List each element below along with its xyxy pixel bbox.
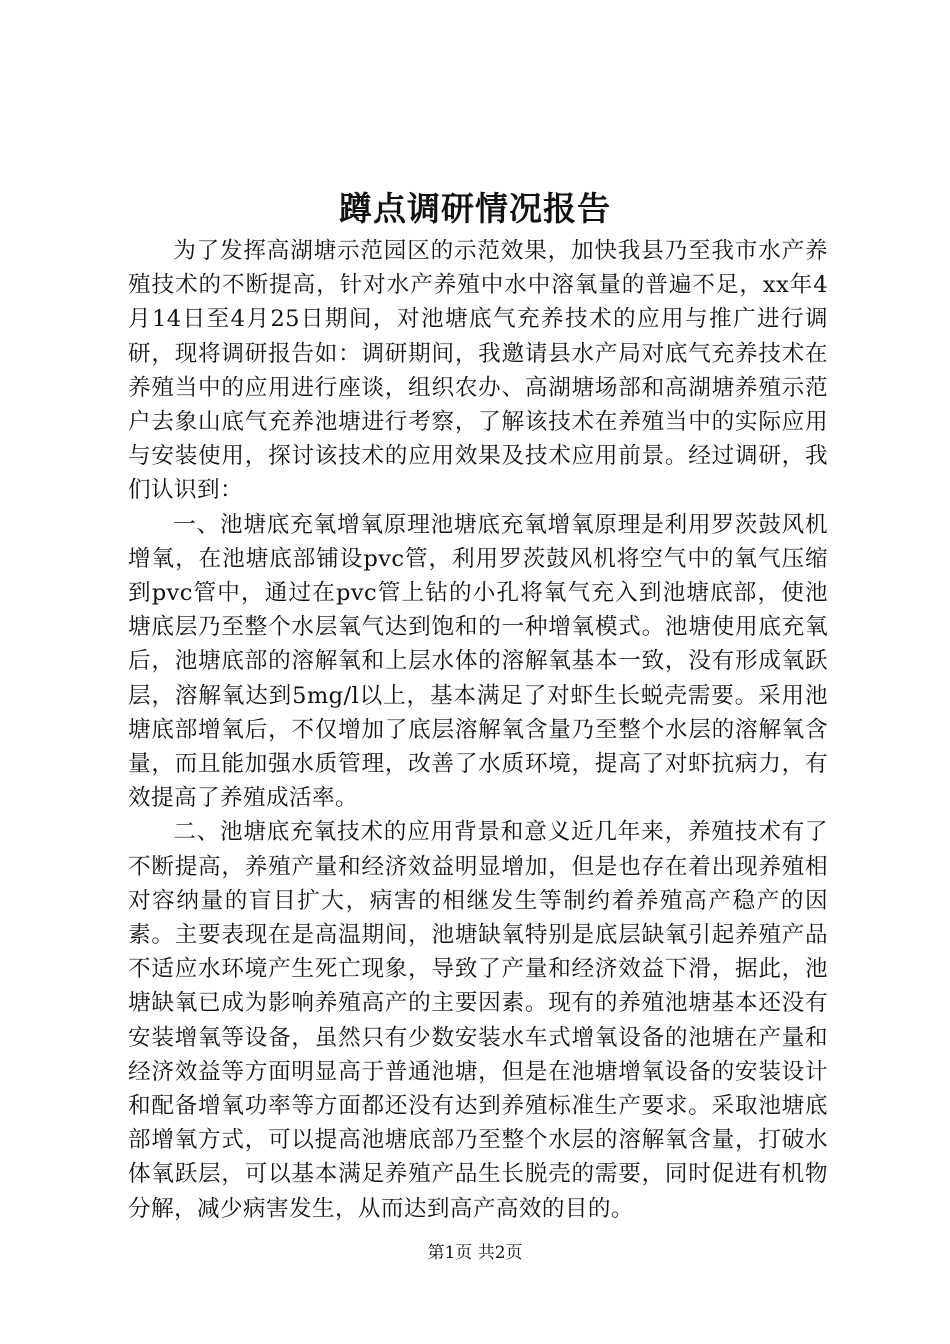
paragraph-section-1: 一、池塘底充氧增氧原理池塘底充氧增氧原理是利用罗茨鼓风机增氧，在池塘底部铺设pvc管，利用罗茨鼓风机将空气中的氧气压缩到pvc管中，通过在pvc管上钻的小孔将氧气充入到池塘底部，使池塘底层乃至整个水层氧气达到饱和的一种增氧模式。池塘使用底充氧后，池塘底部的溶解氧和上层水体的溶解氧基本一致，没有形成氧跃层，溶解氧达到5mg/l以上，基本满足了对虾生长蜕壳需要。采用池塘底部增氧后，不仅增加了底层溶解氧含量乃至整个水层的溶解氧含量，而且能加强水质管理，改善了水质环境，提高了对虾抗病力，有效提高了养殖成活率。 [128,511,828,812]
paragraph-section-2: 二、池塘底充氧技术的应用背景和意义近几年来，养殖技术有了不断提高，养殖产量和经济效益明显增加，但是也存在着出现养殖相对容纳量的盲目扩大，病害的相继发生等制约着养殖高产稳产的因素。主要表现在是高温期间，池塘缺氧特别是底层缺氧引起养殖产品不适应水环境产生死亡现象，导致了产量和经济效益下滑，据此，池塘缺氧已成为影响养殖高产的主要因素。现有的养殖池塘基本还没有安装增氧等设备，虽然只有少数安装水车式增氧设备的池塘在产量和经济效益等方面明显高于普通池塘，但是在池塘增氧设备的安装设计和配备增氧功率等方面都还没有达到养殖标准生产要求。采取池塘底部增氧方式，可以提高池塘底部乃至整个水层的溶解氧含量，打破水体氧跃层，可以基本满足养殖产品生长脱壳的需要，同时促进有机物分解，减少病害发生，从而达到高产高效的目的。 [128,819,828,1222]
document-title: 蹲点调研情况报告 [339,189,611,228]
paragraph-intro: 为了发挥高湖塘示范园区的示范效果，加快我县乃至我市水产养殖技术的不断提高，针对水产养殖中水中溶氧量的普遍不足，xx年4月14日至4月25日期间，对池塘底气充养技术的应用与推广进行调研，现将调研报告如：调研期间，我邀请县水产局对底气充养技术在养殖当中的应用进行座谈，组织农办、高湖塘场部和高湖塘养殖示范户去象山底气充养池塘进行考察，了解该技术在养殖当中的实际应用与安装使用，探讨该技术的应用效果及技术应用前景。经过调研，我们认识到： [128,238,828,504]
page-footer: 第1页 共2页 [427,1243,523,1263]
document-body [128,234,828,1226]
